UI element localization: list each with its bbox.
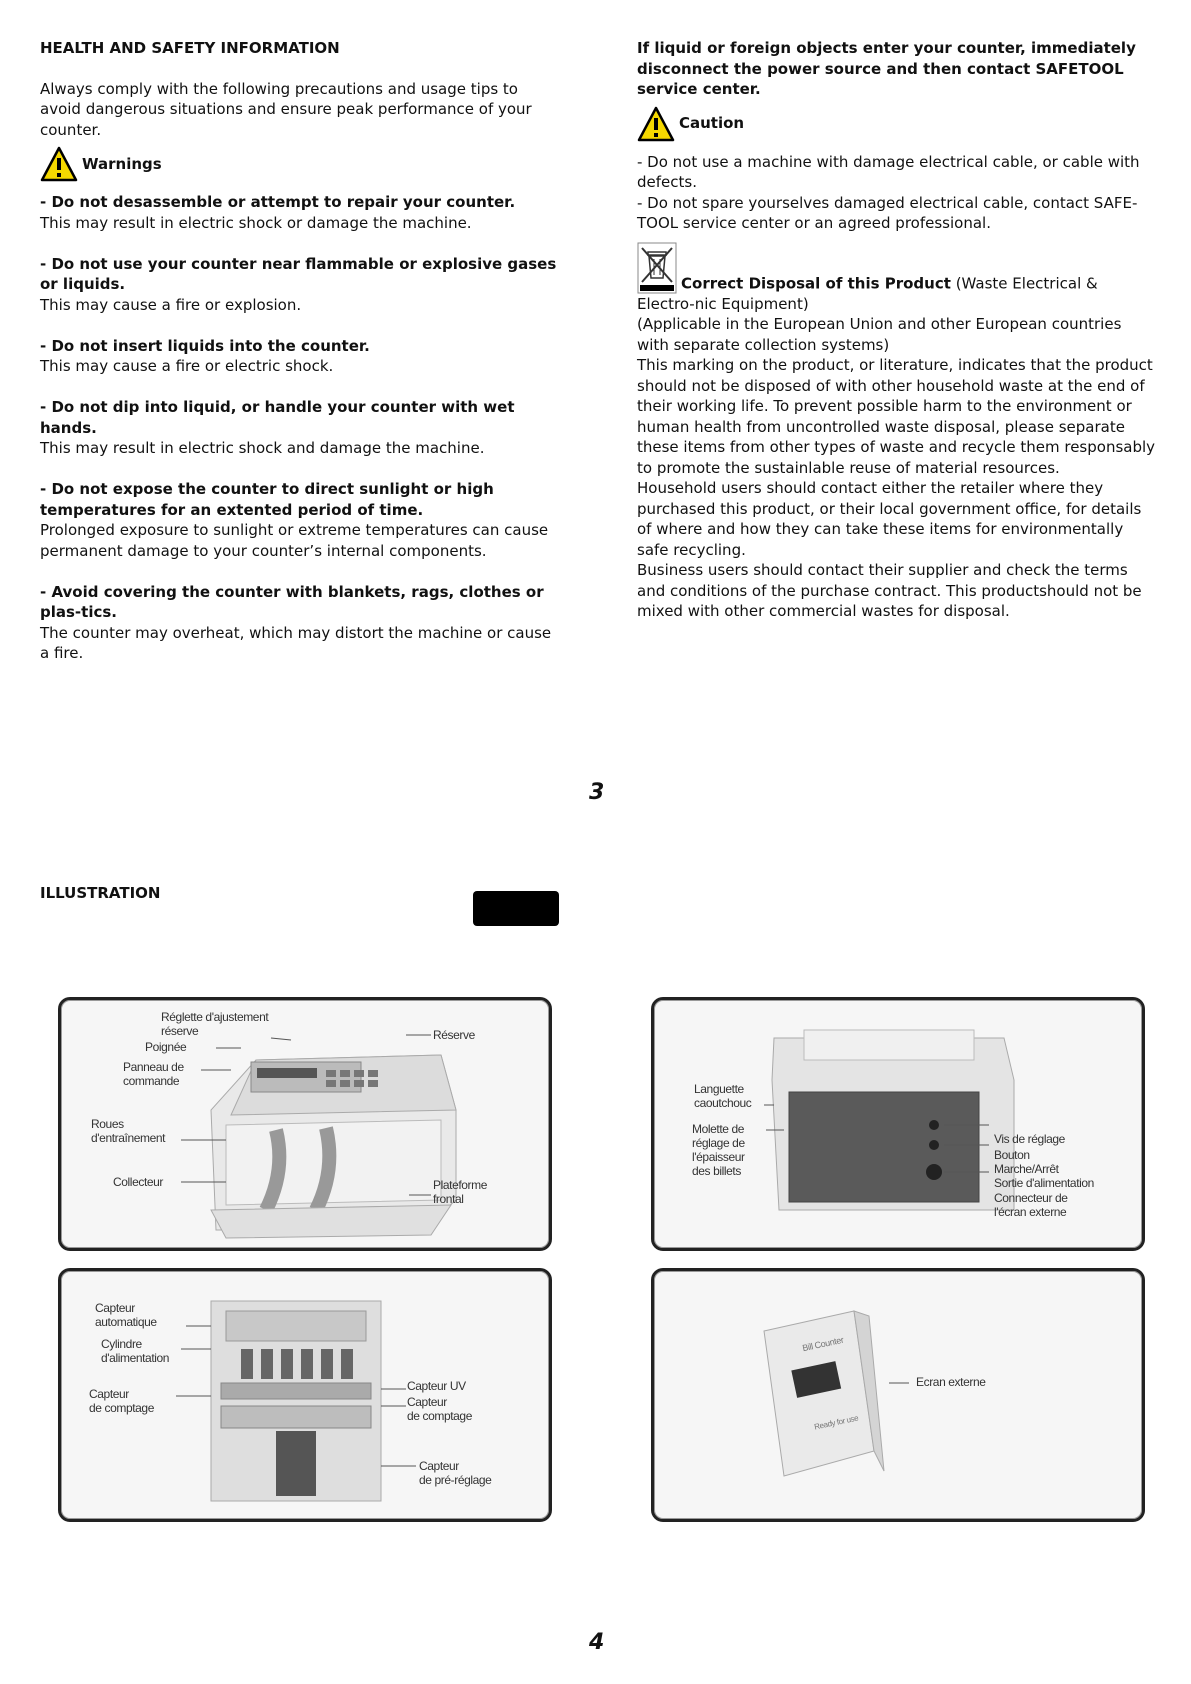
disposal-paragraph: This marking on the product, or literature, indicates that the product should not be disposed of with other household waste at the end of their working life. To prevent possible harm to the environment or human health from uncontrolled waste disposal, please separate these items from other types of waste and recycle them responsably to promote the sustainlable reuse of material resources. [637,356,1156,477]
warning-item: - Do not insert liquids into the counter. This may cause a fire or electric shock. [40,336,370,375]
caution-item: - Do not use a machine with damage electrical cable, or cable with defects. [637,152,1140,191]
label-external-screen: Ecran externe [916,1375,986,1389]
external-display-illustration [654,1271,1142,1519]
warning-triangle-icon [40,146,78,182]
caution-item: - Do not spare yourselves damaged electrical cable, contact SAFE-TOOL service center or an agreed professional. [637,193,1138,232]
panel-external-display [651,1268,1145,1522]
caution-column [637,38,1157,622]
label-preset-sensor: Capteur de pré-réglage [419,1459,492,1487]
label-uv-sensor: Capteur UV [407,1379,466,1393]
label-rubber-tab: Languette caoutchouc [694,1082,752,1110]
label-collector: Collecteur [113,1175,164,1189]
health-safety-column [40,38,560,664]
warning-item: - Do not expose the counter to direct sunlight or high temperatures for an extented period of time. Prolonged exposure to sunlight or extreme temperatures can cause permanent damage to your counter’s internal components. [40,480,549,560]
disposal-paragraph: Household users should contact either the retailer where they purchased this product, or their local government office, for details of where and how they can take these items for environmentally safe recycling. [637,479,1142,559]
panel-inside-view [58,1268,552,1522]
intro-paragraph: Always comply with the following precautions and usage tips to avoid dangerous situations and ensure peak performance of your counter. [40,79,532,139]
black-tab-marker [473,891,559,926]
display-screen-title: Bill Counter [801,1334,845,1354]
label-control-panel: Panneau de commande [123,1060,184,1088]
label-reserve: Réserve [433,1028,475,1042]
section-title: HEALTH AND SAFETY INFORMATION [40,39,340,57]
label-auto-sensor: Capteur automatique [95,1301,157,1329]
warnings-label: Warnings [82,154,162,173]
disposal-paragraph: Business users should contact their supplier and check the terms and conditions of the purchase contract. This productshould not be mixed with other commercial wastes for disposal. [637,561,1142,620]
warning-item: - Do not dip into liquid, or handle your counter with wet hands. This may result in electric shock and damage the machine. [40,398,515,457]
disposal-heading: Correct Disposal of this Product (Waste Electrical & Electro-nic Equipment) [637,242,1157,315]
label-counting-sensor-right: Capteur de comptage [407,1395,472,1423]
section-title: ILLUSTRATION [40,884,161,902]
label-power-button: Bouton Marche/Arrêt [994,1148,1059,1176]
label-feed-cylinder: Cylindre d'alimentation [101,1337,170,1365]
warning-triangle-icon [637,106,675,142]
crossed-bin-icon [637,242,677,294]
label-power-outlet: Sortie d'alimentation [994,1176,1094,1190]
label-front-platform: Plateforme frontal [433,1178,488,1206]
display-screen-status: Ready for use [813,1413,859,1432]
page-number: 4 [589,1630,605,1655]
label-drive-wheels: Roues d'entraînement [91,1117,166,1145]
page-4 [0,842,1191,1684]
liquid-notice: If liquid or foreign objects enter your counter, immediately disconnect the power source and then contact SAFETOOL service center. [637,39,1136,98]
label-counting-sensor-left: Capteur de comptage [89,1387,154,1415]
panel-front-view [58,997,552,1251]
disposal-scope: (Applicable in the European Union and other European countries with separate collection systems) [637,315,1122,354]
warning-item: - Avoid covering the counter with blankets, rags, clothes or plas-tics. The counter may overheat, which may distort the machine or cause a fire. [40,582,552,662]
page-number: 3 [589,780,605,805]
label-thickness-wheel: Molette de réglage de l'épaisseur des billets [692,1122,745,1178]
label-adjust-bar: Réglette d'ajustement réserve [161,1010,269,1038]
label-adjust-screw: Vis de réglage [994,1132,1065,1146]
caution-label: Caution [679,114,745,133]
panel-back-view [651,997,1145,1251]
label-handle: Poignée [145,1040,187,1054]
warning-item: - Do not desassemble or attempt to repair your counter. This may result in electric shock or damage the machine. [40,193,516,232]
warning-item: - Do not use your counter near flammable or explosive gases or liquids. This may cause a fire or explosion. [40,254,557,314]
warnings-heading [40,146,560,182]
label-display-connector: Connecteur de l'écran externe [994,1191,1068,1219]
caution-heading [637,106,1157,142]
